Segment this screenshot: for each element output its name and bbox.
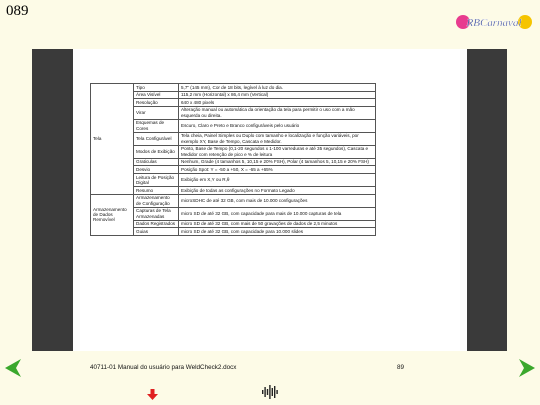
spec-value-cell: Tela cheia, Painel Simples ou Duplo com tamanho e localização e função variáveis, por exemplo XY, Base de Tempo, Cascata e Medidor. [179, 132, 376, 145]
spec-value-cell: micro SD de até 32 GB, com capacidade para 10.000 slides [179, 228, 376, 236]
spec-value-cell: 5,7" (145 mm), Cor de 18 bits, legível à luz do dia. [179, 84, 376, 92]
spec-group-cell: Armazenamento de Dados Removível [91, 194, 134, 235]
table-row [91, 207, 376, 220]
table-row [91, 119, 376, 132]
specifications-table [90, 83, 376, 236]
table-row [91, 194, 376, 207]
table-row [91, 158, 376, 166]
spec-value-cell: micro SD de até 32 GB, com capacidade para mais de 10.000 capturas de tela [179, 207, 376, 220]
spec-feature-cell: Graticulas [134, 158, 179, 166]
spec-feature-cell: Resumo [134, 186, 179, 194]
spec-feature-cell: Guias [134, 228, 179, 236]
spec-feature-cell: Capturas de Tela Armazenadas [134, 207, 179, 220]
page-number: 089 [6, 3, 29, 19]
table-row [91, 220, 376, 228]
spec-feature-cell: Leitura de Posição Digital [134, 173, 179, 186]
table-row [91, 145, 376, 158]
document-footer-page: 89 [397, 364, 405, 371]
table-row [91, 132, 376, 145]
rbcarnaval-logo [455, 8, 533, 36]
table-row [91, 228, 376, 236]
document-page [73, 49, 467, 371]
spec-feature-cell: Tela Configurável [134, 132, 179, 145]
spec-feature-cell: Desvio [134, 166, 179, 174]
spec-value-cell: 640 x 480 pixels [179, 99, 376, 107]
table-row [91, 99, 376, 107]
spec-value-cell: Alteração manual ou automática da orientação da tela para permitir o uso com a mão esquerda ou direita. [179, 106, 376, 119]
spec-value-cell: Exibição de todas as configurações no Formato Legado [179, 186, 376, 194]
document-footer-title: 40711-01 Manual do usuário para WeldCheck2.docx [90, 364, 237, 371]
spec-value-cell: Nenhum, Grade (4 tamanhos 5, 10,15 e 20% FSH), Polar (4 tamanhos 5, 10,15 e 20% FSH) [179, 158, 376, 166]
down-arrow-icon[interactable] [147, 389, 158, 400]
spec-feature-cell: Tipo [134, 84, 179, 92]
spec-feature-cell: Dados Registrados [134, 220, 179, 228]
spec-value-cell: Exibição em X,Y ou R,θ [179, 173, 376, 186]
table-row [91, 84, 376, 92]
table-row [91, 91, 376, 99]
table-row [91, 173, 376, 186]
spec-feature-cell: Armazenamento de Configuração [134, 194, 179, 207]
table-row [91, 186, 376, 194]
spec-value-cell: micro SD de até 32 GB, com mais de 50 gravações de dados de 2,5 minutos [179, 220, 376, 228]
right-arrow-icon[interactable] [518, 358, 536, 378]
document-viewer [32, 49, 507, 371]
spec-value-cell: Escuro, Claro e Preto e Branco configuráveis pelo usuário [179, 119, 376, 132]
spec-feature-cell: Resolução [134, 99, 179, 107]
table-row [91, 106, 376, 119]
spec-feature-cell: Esquemas de Cores [134, 119, 179, 132]
audio-wave-icon[interactable] [262, 385, 278, 399]
spec-value-cell: Posição Spot: Y = -50 a +50, X = -65 a +65% [179, 166, 376, 174]
logo-text: RBCarnaval [466, 17, 522, 29]
spec-value-cell: Ponto, Base de Tempo (0,1-20 segundos x 1-100 varreduras e até 35 segundos), Cascata e Medidor com retenção de pico e % de leitura [179, 145, 376, 158]
spec-value-cell: microSDHC de até 32 GB, com mais de 10.000 configurações [179, 194, 376, 207]
table-row [91, 166, 376, 174]
spec-group-cell: Tela [91, 84, 134, 195]
spec-feature-cell: Área Visível [134, 91, 179, 99]
spec-feature-cell: Modos de Exibição [134, 145, 179, 158]
spec-feature-cell: Virar [134, 106, 179, 119]
left-arrow-icon[interactable] [4, 358, 22, 378]
spec-value-cell: 115,2 mm (Horizontal) x 86,4 mm (Vertical) [179, 91, 376, 99]
